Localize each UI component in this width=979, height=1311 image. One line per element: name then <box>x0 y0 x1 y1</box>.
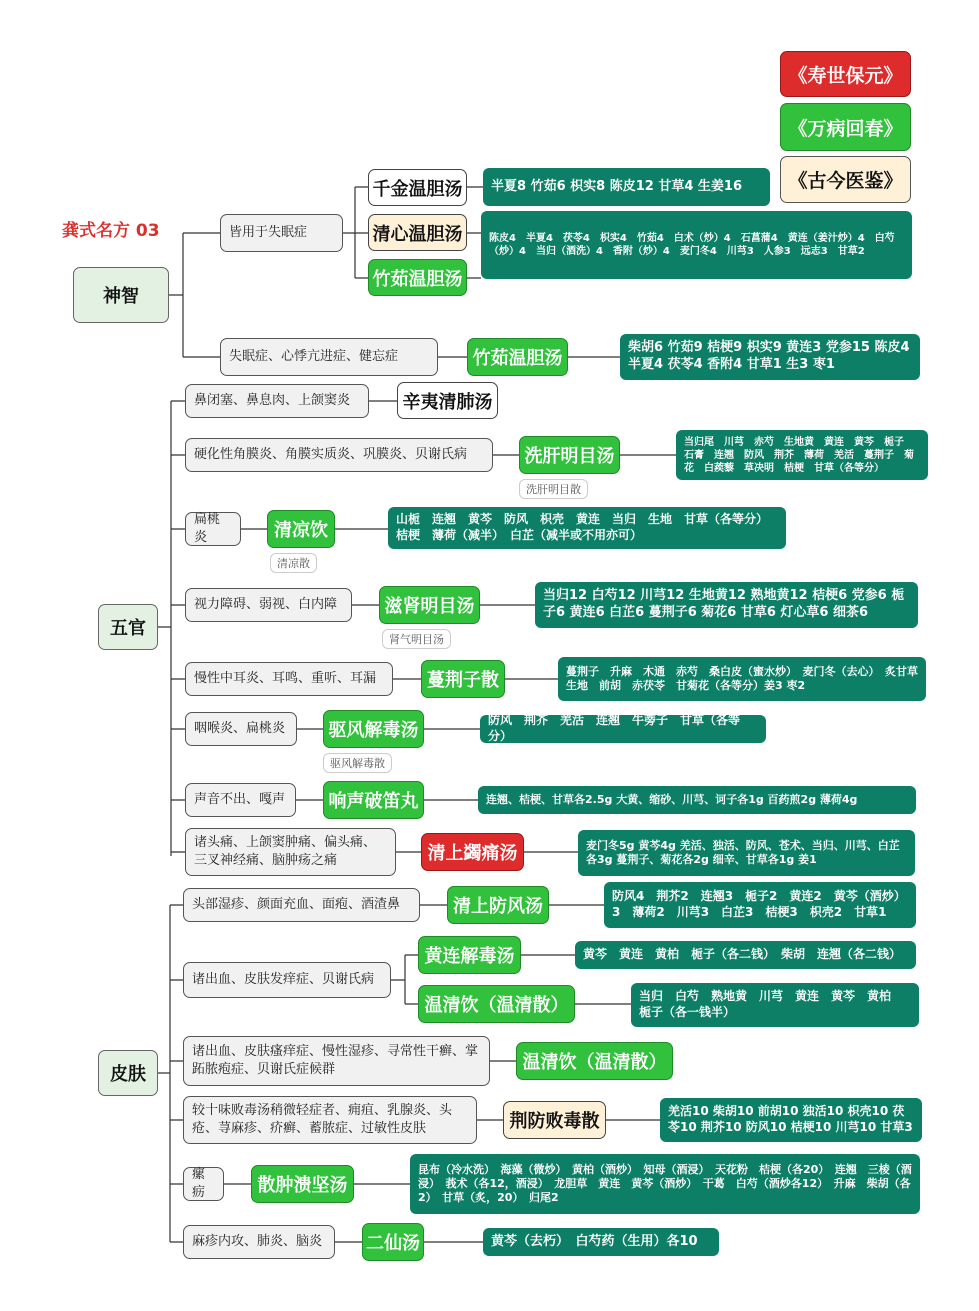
ingredients-qingshang-juantong: 麦门冬5g 黄芩4g 羌活、独活、防风、苍术、当归、川芎、白芷各3g 蔓荆子、菊花各2g 细辛、甘草各1g 姜1 <box>578 830 915 876</box>
formula-jingfang-baidu: 荆防败毒散 <box>503 1101 606 1139</box>
condition-measles: 麻疹内攻、肺炎、脑炎 <box>183 1225 335 1259</box>
ingredients-jingfang-baidu: 羌活10 柴胡10 前胡10 独活10 枳壳10 茯苓10 荆芥10 防风10 桔梗10 川芎10 甘草3 <box>660 1098 922 1142</box>
formula-qingshang-fangfeng: 清上防风汤 <box>447 886 549 924</box>
formula-qingliang: 清凉饮 <box>267 510 335 548</box>
formula-xiangsheng-podi: 响声破笛丸 <box>323 781 424 819</box>
ingredients-xiangsheng-podi: 连翘、桔梗、甘草各2.5g 大黄、缩砂、川芎、诃子各1g 百药煎2g 薄荷4g <box>478 786 916 814</box>
formula-xigan-mingmu: 洗肝明目汤 <box>519 436 620 474</box>
condition-insomnia-palpitation: 失眠症、心悸亢进症、健忘症 <box>220 338 438 376</box>
condition-nasal: 鼻闭塞、鼻息肉、上颌窦炎 <box>185 384 369 418</box>
condition-vision: 视力障碍、弱视、白内障 <box>185 588 352 622</box>
condition-carbuncle: 较十味败毒汤稍微轻症者、痈疽、乳腺炎、头疮、荨麻疹、疥癣、蓄脓症、过敏性皮肤 <box>183 1096 477 1144</box>
ingredients-qingliang: 山栀 连翘 黄芩 防风 枳壳 黄连 当归 生地 甘草（各等分） 桔梗 薄荷（减半） 白芷（减半或不用亦可） <box>388 507 786 549</box>
formula-zhuru-wendan: 竹茹温胆汤 <box>368 259 467 296</box>
ingredients-zishen-mingmu: 当归12 白芍12 川芎12 生地黄12 熟地黄12 桔梗6 党参6 栀子6 黄连6 白芷6 蔓荆子6 菊花6 甘草6 灯心草6 细茶6 <box>535 582 918 628</box>
ingredients-manjingzi: 蔓荆子 升麻 木通 赤芍 桑白皮（蜜水炒） 麦门冬（去心） 炙甘草 生地 前胡 赤茯苓 甘菊花（各等分）姜3 枣2 <box>558 657 926 701</box>
formula-zhuru-wendan-2: 竹茹温胆汤 <box>467 338 568 376</box>
alias-xigan-mingmu: 洗肝明目散 <box>519 479 588 499</box>
ingredients-erxian: 黄芩（去朽） 白芍药（生用）各10 <box>483 1228 719 1256</box>
condition-headache: 诸头痛、上颌窦肿痛、偏头痛、三叉神经痛、脑肿疡之痛 <box>185 828 396 876</box>
legend-wanbing-huichun: 《万病回春》 <box>780 103 911 151</box>
category-wuguan: 五官 <box>98 604 158 650</box>
legend-shoushi-baoyuan: 《寿世保元》 <box>780 51 911 97</box>
formula-sanzhong-kuijian: 散肿溃坚汤 <box>251 1165 354 1203</box>
formula-wenqing: 温清饮（温清散） <box>418 985 575 1023</box>
legend-gujin-yijian: 《古今医鉴》 <box>780 156 911 203</box>
ingredients-huanglian-jiedu: 黄芩 黄连 黄柏 栀子（各二钱） 柴胡 连翘（各二钱） <box>575 941 916 969</box>
condition-insomnia: 皆用于失眠症 <box>220 214 343 252</box>
alias-qufeng-jiedu: 驱风解毒散 <box>323 753 392 773</box>
condition-otitis: 慢性中耳炎、耳鸣、重听、耳漏 <box>185 662 393 696</box>
page-title: 龚式名方 03 <box>62 221 160 241</box>
formula-zishen-mingmu: 滋肾明目汤 <box>379 586 480 624</box>
ingredients-zhuru-wendan: 柴胡6 竹茹9 桔梗9 枳实9 黄连3 党参15 陈皮4 半夏4 茯苓4 香附4 甘草1 生3 枣1 <box>620 334 920 380</box>
alias-qingliang: 清凉散 <box>270 553 317 573</box>
ingredients-qingxin-wendan: 陈皮4 半夏4 茯苓4 枳实4 竹茹4 白术（炒）4 石菖蒲4 黄连（姜汁炒）4 白芍（炒）4 当归（酒洗）4 香附（炒）4 麦门冬4 川芎3 人参3 远志3 甘草2 <box>481 211 912 279</box>
ingredients-xigan-mingmu: 当归尾 川芎 赤芍 生地黄 黄连 黄芩 栀子 石膏 连翘 防风 荆芥 薄荷 羌活 蔓荆子 菊花 白蒺藜 草决明 桔梗 甘草（各等分） <box>676 430 928 480</box>
formula-qingshang-juantong: 清上蠲痛汤 <box>421 833 524 871</box>
condition-pharyngitis: 咽喉炎、扁桃炎 <box>185 712 297 746</box>
ingredients-sanzhong-kuijian: 昆布（冷水洗） 海藻（微炒） 黄柏（酒炒） 知母（酒浸） 天花粉 桔梗（各20） 连翘 三棱（酒浸） 莪术（各12，酒浸） 龙胆草 黄连 黄芩（酒炒） 干葛 白芍（酒炒各12） 升麻 柴胡（各2） 甘草（炙，20） 归尾2 <box>410 1154 920 1214</box>
formula-qianjin-wendan: 千金温胆汤 <box>368 169 467 206</box>
formula-wenqing-2: 温清饮（温清散） <box>516 1042 673 1080</box>
condition-scrofula: 瘰疬 <box>183 1167 224 1201</box>
category-shenzhi: 神智 <box>73 267 169 323</box>
condition-eczema: 头部湿疹、颜面充血、面疱、酒渣鼻 <box>183 888 420 922</box>
formula-xinyi-qingfei: 辛夷清肺汤 <box>397 382 498 419</box>
ingredients-qufeng-jiedu: 防风 荆芥 羌活 连翘 牛蒡子 甘草（各等分） <box>480 715 766 743</box>
formula-manjingzi: 蔓荆子散 <box>421 660 505 698</box>
alias-zishen-mingmu: 肾气明目汤 <box>382 629 451 649</box>
condition-tonsillitis: 扁桃炎 <box>185 512 241 546</box>
ingredients-wenqing: 当归 白芍 熟地黄 川芎 黄连 黄芩 黄柏 栀子（各一钱半） <box>631 983 919 1027</box>
category-pifu: 皮肤 <box>98 1050 158 1096</box>
condition-keratitis: 硬化性角膜炎、角膜实质炎、巩膜炎、贝谢氏病 <box>185 438 493 472</box>
ingredients-qingshang-fangfeng: 防风4 荆芥2 连翘3 栀子2 黄连2 黄芩（酒炒）3 薄荷2 川芎3 白芷3 桔梗3 枳壳2 甘草1 <box>604 882 916 928</box>
formula-huanglian-jiedu: 黄连解毒汤 <box>418 936 521 974</box>
condition-bleeding: 诸出血、皮肤发痒症、贝谢氏病 <box>183 962 391 998</box>
condition-pruritus: 诸出血、皮肤瘙痒症、慢性湿疹、寻常性干癣、掌跖脓疱症、贝谢氏症候群 <box>183 1036 490 1086</box>
formula-erxian: 二仙汤 <box>362 1223 424 1261</box>
ingredients-qianjin-wendan: 半夏8 竹茹6 枳实8 陈皮12 甘草4 生姜16 <box>483 168 770 206</box>
formula-qingxin-wendan: 清心温胆汤 <box>368 214 467 251</box>
condition-hoarseness: 声音不出、嘎声 <box>185 783 296 817</box>
formula-qufeng-jiedu: 驱风解毒汤 <box>323 710 424 748</box>
